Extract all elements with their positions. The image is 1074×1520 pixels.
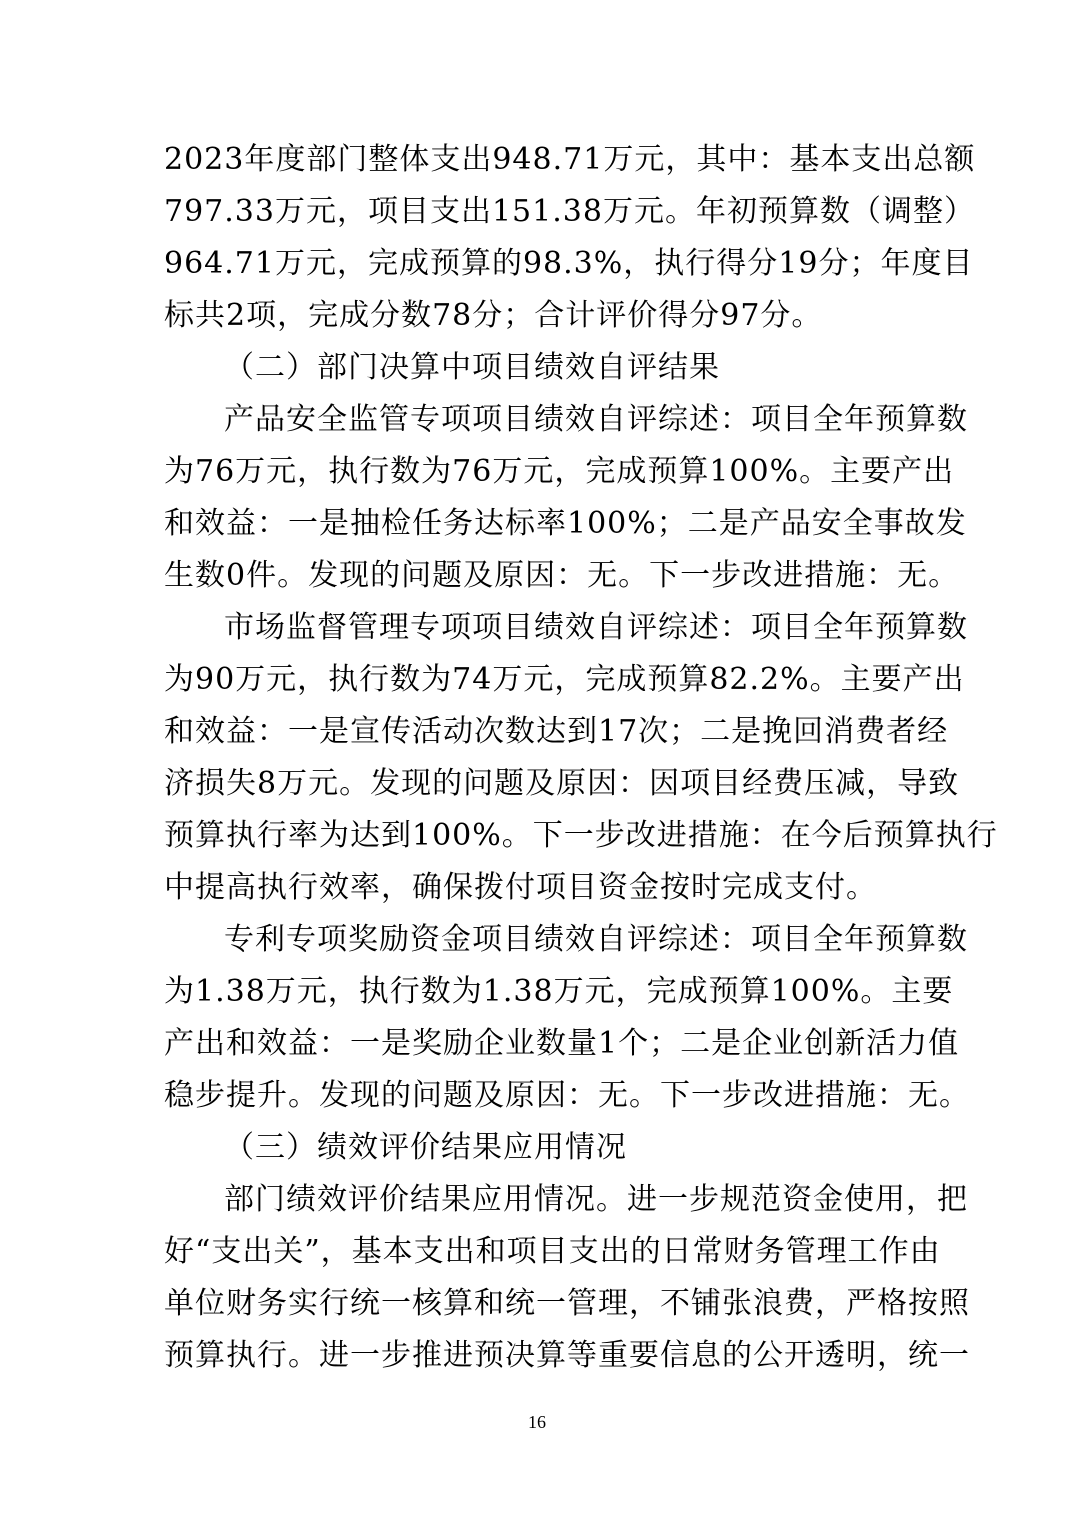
- body-line: 标共2项，完成分数78分；合计评价得分97分。: [164, 298, 823, 333]
- body-line: 生数0件。发现的问题及原因：无。下一步改进措施：无。: [164, 558, 960, 593]
- body-line: 和效益：一是宣传活动次数达到17次；二是挽回消费者经: [164, 714, 949, 749]
- body-line: 中提高执行效率，确保拨付项目资金按时完成支付。: [164, 870, 877, 905]
- body-line: 产出和效益：一是奖励企业数量1个；二是企业创新活力值: [164, 1026, 960, 1061]
- body-line: 为1.38万元，执行数为1.38万元，完成预算100%。主要: [164, 974, 954, 1009]
- page-number: 16: [528, 1412, 546, 1432]
- body-line: 好“支出关”，基本支出和项目支出的日常财务管理工作由: [164, 1234, 941, 1269]
- body-line: 专利专项奖励资金项目绩效自评综述：项目全年预算数: [224, 922, 968, 957]
- body-line: 产品安全监管专项项目绩效自评综述：项目全年预算数: [224, 402, 968, 437]
- body-line: 单位财务实行统一核算和统一管理，不铺张浪费，严格按照: [164, 1286, 970, 1321]
- body-line: 市场监督管理专项项目绩效自评综述：项目全年预算数: [224, 610, 968, 645]
- body-line: 为90万元，执行数为74万元，完成预算82.2%。主要产出: [164, 662, 965, 697]
- body-line: 964.71万元，完成预算的98.3%，执行得分19分；年度目: [164, 246, 974, 281]
- body-line: 预算执行率为达到100%。下一步改进措施：在今后预算执行: [164, 818, 998, 853]
- body-line: 和效益：一是抽检任务达标率100%；二是产品安全事故发: [164, 506, 967, 541]
- body-line: 预算执行。进一步推进预决算等重要信息的公开透明，统一: [164, 1338, 970, 1373]
- body-line: 2023年度部门整体支出948.71万元，其中：基本支出总额: [164, 142, 976, 177]
- section-heading: （三）绩效评价结果应用情况: [224, 1130, 627, 1165]
- body-line: 为76万元，执行数为76万元，完成预算100%。主要产出: [164, 454, 955, 489]
- body-line: 797.33万元，项目支出151.38万元。年初预算数（调整）: [164, 194, 975, 229]
- body-line: 济损失8万元。发现的问题及原因：因项目经费压减，导致: [164, 766, 960, 801]
- body-line: 部门绩效评价结果应用情况。进一步规范资金使用，把: [224, 1182, 968, 1217]
- body-line: 稳步提升。发现的问题及原因：无。下一步改进措施：无。: [164, 1078, 970, 1113]
- section-heading: （二）部门决算中项目绩效自评结果: [224, 350, 720, 385]
